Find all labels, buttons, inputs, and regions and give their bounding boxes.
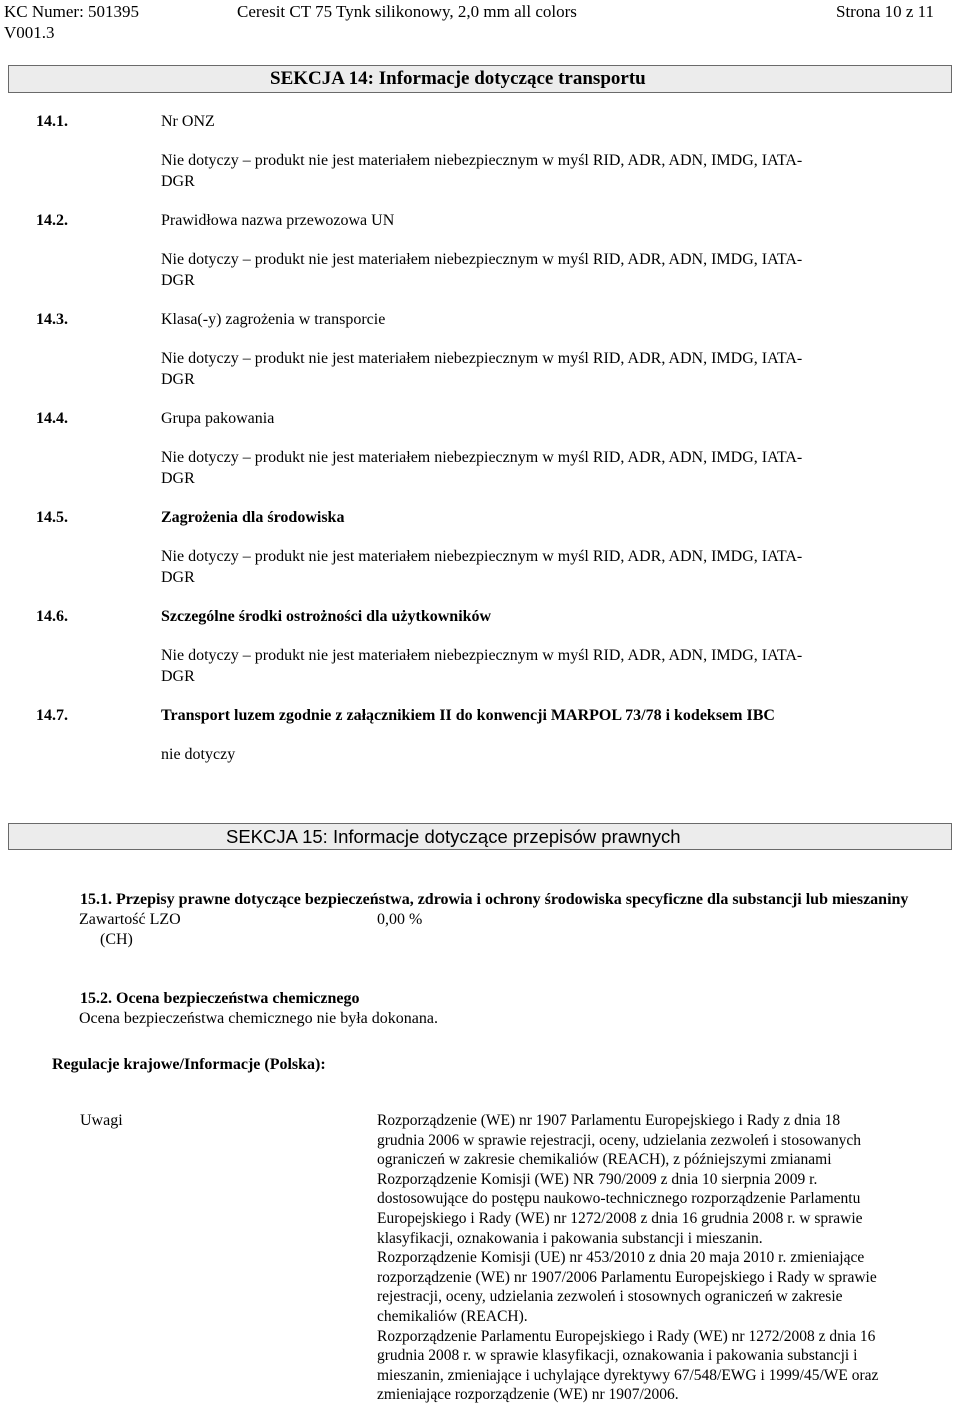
item-text-line-2: DGR — [161, 173, 195, 190]
section-15-title-bar — [8, 823, 952, 850]
header-version: V001.3 — [4, 23, 55, 42]
item-number: 14.1. — [36, 113, 68, 130]
item-title: Zagrożenia dla środowiska — [161, 509, 345, 526]
item-text-line-1: Nie dotyczy – produkt nie jest materiałem niebezpiecznym w myśl RID, ADR, ADN, IMDG, IATA- — [161, 350, 803, 367]
notes-line: grudnia 2008 r. w sprawie klasyfikacji, oznakowania i pakowania substancji i — [377, 1347, 858, 1365]
item-number: 14.5. — [36, 509, 68, 526]
notes-line: ograniczeń w zakresie chemikaliów (REACH), z późniejszymi zmianami — [377, 1151, 832, 1169]
header-kc-number: KC Numer: 501395 — [4, 2, 140, 21]
section-14-title: SEKCJA 14: Informacje dotyczące transportu — [270, 68, 646, 89]
notes-line: rozporządzenie (WE) nr 1907/2006 Parlamentu Europejskiego i Rady w sprawie — [377, 1268, 877, 1286]
header-product-name: Ceresit CT 75 Tynk silikonowy, 2,0 mm all colors — [237, 2, 577, 21]
item-number: 14.7. — [36, 707, 68, 724]
section-15-2-title: 15.2. Ocena bezpieczeństwa chemicznego — [80, 990, 360, 1007]
item-text-line-2: DGR — [161, 569, 195, 586]
section-15-2-text: Ocena bezpieczeństwa chemicznego nie była dokonana. — [79, 1010, 438, 1027]
item-title: Grupa pakowania — [161, 410, 275, 427]
notes-line: Rozporządzenie Komisji (UE) nr 453/2010 z dnia 20 maja 2010 r. zmieniające — [377, 1249, 865, 1267]
item-title: Szczególne środki ostrożności dla użytkowników — [161, 608, 492, 625]
notes-line: klasyfikacji, oznakowania i pakowania substancji i mieszanin. — [377, 1229, 763, 1247]
item-text-line-1: Nie dotyczy – produkt nie jest materiałem niebezpiecznym w myśl RID, ADR, ADN, IMDG, IATA- — [161, 449, 803, 466]
item-number: 14.3. — [36, 311, 68, 328]
notes-line: Rozporządzenie Komisji (WE) NR 790/2009 z dnia 10 sierpnia 2009 r. — [377, 1170, 818, 1188]
item-text-line-1: Nie dotyczy – produkt nie jest materiałem niebezpiecznym w myśl RID, ADR, ADN, IMDG, IATA- — [161, 251, 803, 268]
header-page-number: Strona 10 z 11 — [836, 2, 935, 21]
notes-line: Rozporządzenie Parlamentu Europejskiego i Rady (WE) nr 1272/2008 z dnia 16 — [377, 1327, 876, 1345]
item-number: 14.4. — [36, 410, 68, 427]
notes-line: zmieniające rozporządzenie (WE) nr 1907/2006. — [377, 1386, 679, 1404]
notes-line: chemikaliów (REACH). — [377, 1307, 528, 1325]
notes-text-block — [377, 1111, 947, 1405]
item-text-line-2: DGR — [161, 371, 195, 388]
item-title: Prawidłowa nazwa przewozowa UN — [161, 212, 395, 229]
item-text-line-1: Nie dotyczy – produkt nie jest materiałem niebezpiecznym w myśl RID, ADR, ADN, IMDG, IATA- — [161, 548, 803, 565]
notes-line: Rozporządzenie (WE) nr 1907 Parlamentu Europejskiego i Rady z dnia 18 — [377, 1112, 841, 1129]
notes-line: dostosowujące do postępu naukowo-technicznego rozporządzenie Parlamentu — [377, 1190, 861, 1208]
section-15-title: SEKCJA 15: Informacje dotyczące przepisów prawnych — [226, 826, 681, 847]
section-15-1-title: 15.1. Przepisy prawne dotyczące bezpieczeństwa, zdrowia i ochrony środowiska specyficzne dla substancji lub mieszaniny — [80, 891, 909, 908]
section-14-title-bar — [8, 65, 952, 93]
lzo-label: Zawartość LZO — [79, 911, 181, 928]
item-number: 14.2. — [36, 212, 68, 229]
item-title: Klasa(-y) zagrożenia w transporcie — [161, 311, 386, 328]
item-text-line-2: DGR — [161, 470, 195, 487]
notes-line: grudnia 2006 w sprawie rejestracji, oceny, udzielania zezwoleń i stosowanych — [377, 1131, 862, 1149]
notes-label: Uwagi — [80, 1112, 123, 1129]
lzo-label-unit: (CH) — [100, 931, 133, 948]
item-text-line-2: DGR — [161, 668, 195, 685]
item-number: 14.6. — [36, 608, 68, 625]
item-text-line-1: nie dotyczy — [161, 746, 236, 763]
notes-line: mieszanin, zmieniające i uchylające dyrektywy 67/548/EWG i 1999/45/WE oraz — [377, 1366, 879, 1384]
lzo-value: 0,00 % — [377, 911, 423, 928]
notes-line: rejestracji, oceny, udzielania zezwoleń i stosownych ograniczeń w zakresie — [377, 1288, 843, 1306]
national-regulations-title: Regulacje krajowe/Informacje (Polska): — [52, 1056, 326, 1073]
item-text-line-2: DGR — [161, 272, 195, 289]
notes-line: Europejskiego i Rady (WE) nr 1272/2008 z dnia 16 grudnia 2008 r. w sprawie — [377, 1209, 863, 1227]
item-title: Nr ONZ — [161, 113, 215, 130]
item-text-line-1: Nie dotyczy – produkt nie jest materiałem niebezpiecznym w myśl RID, ADR, ADN, IMDG, IATA- — [161, 152, 803, 169]
item-title: Transport luzem zgodnie z załącznikiem II do konwencji MARPOL 73/78 i kodeksem IBC — [161, 707, 775, 724]
item-text-line-1: Nie dotyczy – produkt nie jest materiałem niebezpiecznym w myśl RID, ADR, ADN, IMDG, IATA- — [161, 647, 803, 664]
